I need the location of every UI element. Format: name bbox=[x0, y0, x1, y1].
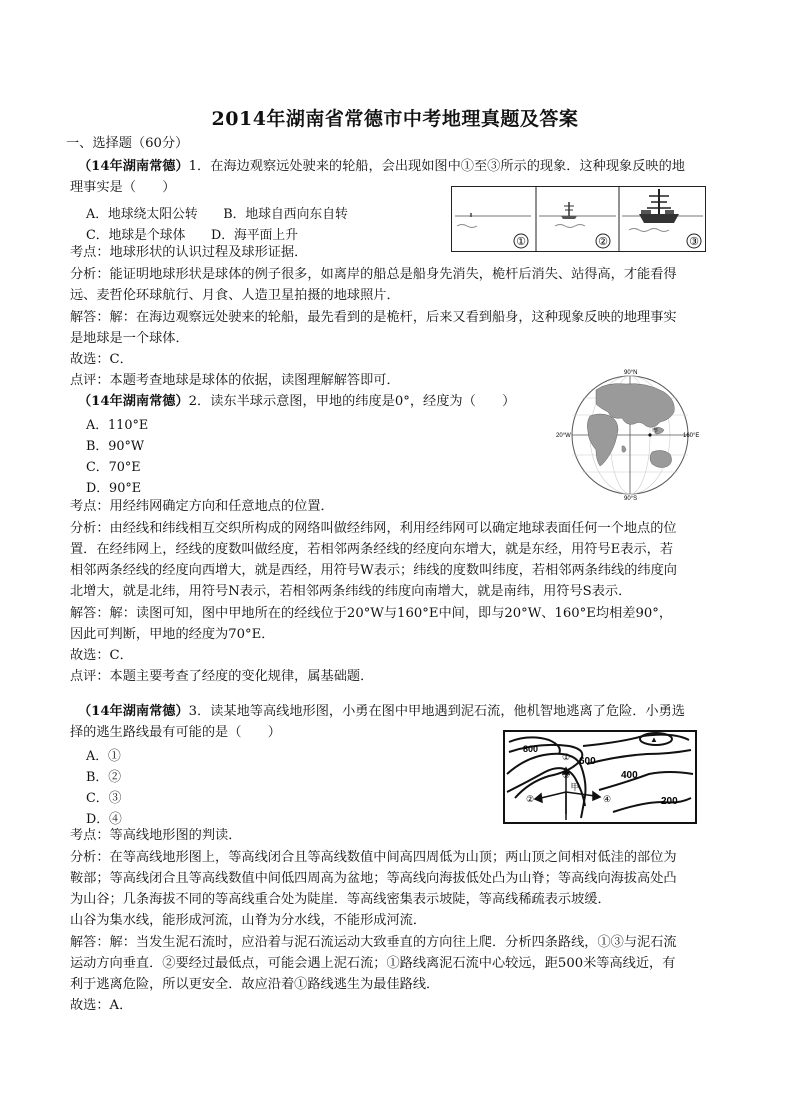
q3-label-800: 800 bbox=[523, 744, 539, 754]
q3-route-label-4: ④ bbox=[602, 794, 612, 804]
q2-label-jia: 甲 bbox=[652, 429, 659, 435]
q3-label-600: 600 bbox=[579, 756, 596, 767]
q3-route-label-1: ① bbox=[561, 752, 571, 762]
q2-label-90s: 90°S bbox=[624, 496, 638, 500]
q1-fig-label-3: ③ bbox=[689, 236, 699, 248]
q1-stem: 1．在海边观察远处驶来的轮船，会出现如图中①至③所示的现象．这种现象反映的地 bbox=[188, 159, 685, 174]
q3-label-400: 400 bbox=[621, 770, 638, 781]
q2-label-90n: 90°N bbox=[624, 370, 638, 376]
q3-source-tag: （14年湖南常德） bbox=[78, 704, 189, 719]
q3-jieda-line-3: 利于逃离危险，所以更安全．故应沿着①路线逃生为最佳路线． bbox=[70, 977, 440, 992]
q1-source-tag: （14年湖南常德） bbox=[78, 159, 189, 174]
section-heading: 一、选择题（60分） bbox=[66, 136, 189, 151]
q3-jieda-line-2: 运动方向垂直．②要经过最低点，可能会遇上泥石流；①路线离泥石流中心较远，距500米等高线近，有 bbox=[70, 956, 676, 971]
q2-jieda-line-2: 因此可判断，甲地的经度为70°E． bbox=[70, 627, 275, 642]
q3-label-jia: 甲 bbox=[570, 782, 580, 792]
q1-jieda-line-2: 是地球是一个球体． bbox=[70, 331, 189, 346]
q3-option-c: C．③ bbox=[86, 791, 122, 806]
q1-fig-label-2: ② bbox=[598, 236, 608, 248]
q2-stem: 2．读东半球示意图，甲地的纬度是0°，经度为（ ） bbox=[188, 394, 516, 409]
q2-stem-line bbox=[78, 392, 515, 412]
q3-kaodian: 考点：等高线地形图的判读． bbox=[70, 828, 242, 843]
q3-fenxi-line-3: 为山谷；几条海拔不同的等高线重合处为陡崖．等高线密集表示坡陡，等高线稀疏表示坡缓． bbox=[70, 892, 611, 907]
q1-fenxi-line-1: 分析：能证明地球形状是球体的例子很多，如离岸的船总是船身先消失，桅杆后消失、站得高，才能看得 bbox=[70, 267, 677, 282]
q2-answer: 故选：C． bbox=[70, 648, 133, 663]
q2-fenxi-line-2: 置．在经纬网上，经线的度数叫做经度，若相邻两条经线的经度向东增大，就是东经，用符号E表示，若 bbox=[70, 542, 674, 557]
q3-label-200: 200 bbox=[661, 796, 678, 807]
q3-fenxi-line-1: 分析：在等高线地形图上，等高线闭合且等高线数值中间高四周低为山顶；两山顶之间相对低洼的部位为 bbox=[70, 850, 677, 865]
q1-kaodian: 考点：地球形状的认识过程及球形证据． bbox=[70, 245, 308, 260]
svg-text:▲: ▲ bbox=[650, 735, 658, 744]
q3-route-label-3: ③ bbox=[561, 770, 571, 780]
q3-stem-line-2: 择的逃生路线最有可能的是（ ） bbox=[70, 725, 281, 740]
q2-fenxi-line-4: 北增大，就是北纬，用符号N表示，若相邻两条纬线的纬度向南增大，就是南纬，用符号S表示． bbox=[70, 584, 632, 599]
q3-stem-line-1 bbox=[78, 702, 685, 722]
q2-eastern-hemisphere-map bbox=[556, 368, 706, 500]
q2-label-20w: 20°W bbox=[556, 433, 571, 439]
q2-label-160e: 160°E bbox=[683, 433, 700, 439]
q1-jieda-line-1: 解答：解：在海边观察远处驶来的轮船，最先看到的是桅杆，后来又看到船身，这种现象反映的地理事实 bbox=[70, 310, 677, 325]
q3-stem: 3．读某地等高线地形图，小勇在图中甲地遇到泥石流，他机智地逃离了危险．小勇选 bbox=[188, 704, 685, 719]
q1-options-cd: C．地球是个球体 D．海平面上升 bbox=[86, 228, 299, 243]
q3-answer: 故选：A． bbox=[70, 998, 133, 1013]
q1-dianping: 点评：本题考查地球是球体的依据，读图理解解答即可． bbox=[70, 373, 400, 388]
q2-dianping: 点评：本题主要考查了经度的变化规律，属基础题． bbox=[70, 669, 374, 684]
q3-route-label-2: ② bbox=[525, 794, 535, 804]
q3-contour-map bbox=[503, 730, 697, 824]
q3-option-b: B．② bbox=[86, 770, 121, 785]
q2-option-c: C．70°E bbox=[86, 460, 141, 475]
q2-option-d: D．90°E bbox=[86, 481, 142, 496]
q1-stem-line-2: 理事实是（ ） bbox=[70, 180, 176, 195]
q3-jieda-line-1: 解答：解：当发生泥石流时，应沿着与泥石流运动大致垂直的方向往上爬．分析四条路线，①③与泥石流 bbox=[70, 935, 677, 950]
q1-fenxi-line-2: 远、麦哲伦环球航行、月食、人造卫星拍摄的地球照片． bbox=[70, 288, 400, 303]
q2-option-a: A．110°E bbox=[86, 418, 149, 433]
q2-jieda-line-1: 解答：解：读图可知，图中甲地所在的经线位于20°W与160°E中间，即与20°W、160°E均相差90°， bbox=[70, 606, 673, 621]
q1-answer: 故选：C． bbox=[70, 352, 133, 367]
q2-kaodian: 考点：用经纬网确定方向和任意地点的位置． bbox=[70, 499, 334, 514]
q2-option-b: B．90°W bbox=[86, 439, 145, 454]
q2-source-tag: （14年湖南常德） bbox=[78, 394, 189, 409]
q3-fenxi-line-4: 山谷为集水线，能形成河流，山脊为分水线，不能形成河流． bbox=[70, 913, 427, 928]
q1-ship-figure bbox=[451, 186, 706, 252]
q3-option-d: D．④ bbox=[86, 812, 122, 827]
q3-fenxi-line-2: 鞍部；等高线闭合且等高线数值中间低四周高为盆地；等高线向海拔低处凸为山脊；等高线向海拔高处凸 bbox=[70, 871, 677, 886]
q1-options-ab: A．地球绕太阳公转 B．地球自西向东自转 bbox=[86, 207, 348, 222]
q3-option-a: A．① bbox=[86, 749, 121, 764]
q1-fig-label-1: ① bbox=[516, 236, 526, 248]
q1-stem-line-1 bbox=[78, 157, 685, 177]
q2-fenxi-line-1: 分析：由经线和纬线相互交织所构成的网络叫做经纬网，利用经纬网可以确定地球表面任何一个地点的位 bbox=[70, 521, 677, 536]
q2-fenxi-line-3: 相邻两条经线的经度向西增大，就是西经，用符号W表示；纬线的度数叫纬度，若相邻两条纬线的纬度向 bbox=[70, 563, 677, 578]
page-title: 2014年湖南省常德市中考地理真题及答案 bbox=[211, 108, 579, 130]
